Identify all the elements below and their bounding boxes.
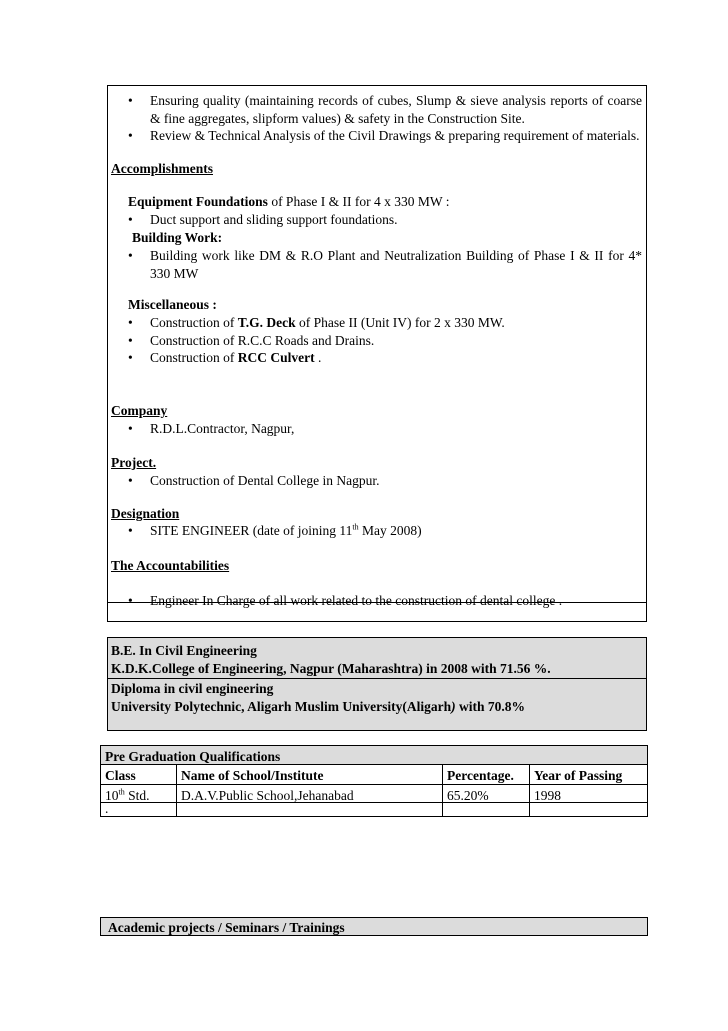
building-title: Building Work:	[132, 230, 223, 245]
list-item: • Building work like DM & R.O Plant and Neutralization Building of Phase I & II for 4* 330 MW	[108, 247, 642, 282]
list-item: • Ensuring quality (maintaining records of cubes, Slump & sieve analysis reports of coarse & fine aggregates, slipform values) & safety in the Construction Site.	[108, 92, 642, 127]
cell-class: .	[105, 801, 109, 816]
cell-percentage	[442, 803, 529, 817]
company-list	[108, 420, 642, 438]
project-label: Project.	[111, 455, 157, 470]
equipment-list	[108, 211, 642, 229]
experience-section	[107, 85, 647, 622]
diploma-detail: University Polytechnic, Aligarh Muslim University(Aligarh) with 70.8%	[111, 699, 525, 714]
header-year: Year of Passing	[529, 765, 647, 785]
duties-list	[108, 92, 642, 145]
table-row	[101, 802, 647, 817]
header-school: Name of School/Institute	[176, 765, 442, 785]
accountabilities-label: The Accountabilities	[111, 558, 230, 573]
list-item: • R.D.L.Contractor, Nagpur,	[108, 420, 642, 438]
list-item: • Construction of R.C.C Roads and Drains.	[108, 332, 642, 350]
cell-year	[529, 803, 647, 817]
table-header-row	[101, 764, 647, 785]
misc-list	[108, 314, 642, 367]
diploma-title: Diploma in civil engineering	[111, 681, 274, 696]
list-item: • Review & Technical Analysis of the Civil Drawings & preparing requirement of materials.	[108, 127, 642, 145]
header-percentage: Percentage.	[442, 765, 529, 785]
company-label: Company	[111, 403, 168, 418]
accomplishments-heading: Accomplishments	[111, 161, 213, 176]
equipment-title-bold: Equipment Foundations	[128, 194, 268, 209]
table-title: Pre Graduation Qualifications	[105, 749, 281, 764]
list-item: • Construction of T.G. Deck of Phase II (Unit IV) for 2 x 330 MW.	[108, 314, 642, 332]
cell-year: 1998	[529, 785, 647, 803]
cell-percentage: 65.20%	[442, 785, 529, 803]
table-title-row	[101, 746, 647, 764]
list-item: • Construction of Dental College in Nagpur.	[108, 472, 642, 490]
project-list	[108, 472, 642, 490]
cell-school: D.A.V.Public School,Jehanabad	[176, 785, 442, 803]
equipment-title-rest: of Phase I & II for 4 x 330 MW :	[267, 194, 450, 209]
cell-school	[176, 803, 442, 817]
equipment-title	[128, 193, 450, 211]
list-item: • Construction of RCC Culvert .	[108, 349, 642, 367]
header-class: Class	[105, 768, 136, 783]
cell-class: 10th Std.	[105, 787, 150, 803]
degree-detail: K.D.K.College of Engineering, Nagpur (Maharashtra) in 2008 with 71.56 %.	[111, 661, 551, 676]
degree-title: B.E. In Civil Engineering	[111, 643, 257, 658]
accountabilities-list	[108, 592, 642, 610]
list-item: • Duct support and sliding support foundations.	[108, 211, 642, 229]
education-section	[107, 637, 647, 731]
divider	[108, 678, 646, 679]
list-item: • Engineer In Charge of all work related to the construction of dental college .	[108, 592, 642, 610]
list-item: • SITE ENGINEER (date of joining 11th May 2008)	[108, 522, 642, 540]
designation-list	[108, 522, 642, 540]
misc-title: Miscellaneous :	[128, 297, 217, 312]
academic-title: Academic projects / Seminars / Trainings	[108, 920, 345, 935]
academic-section	[100, 917, 648, 936]
table-row	[101, 784, 647, 803]
designation-label: Designation	[111, 506, 180, 521]
building-list	[108, 247, 642, 282]
pre-graduation-table	[100, 745, 648, 817]
